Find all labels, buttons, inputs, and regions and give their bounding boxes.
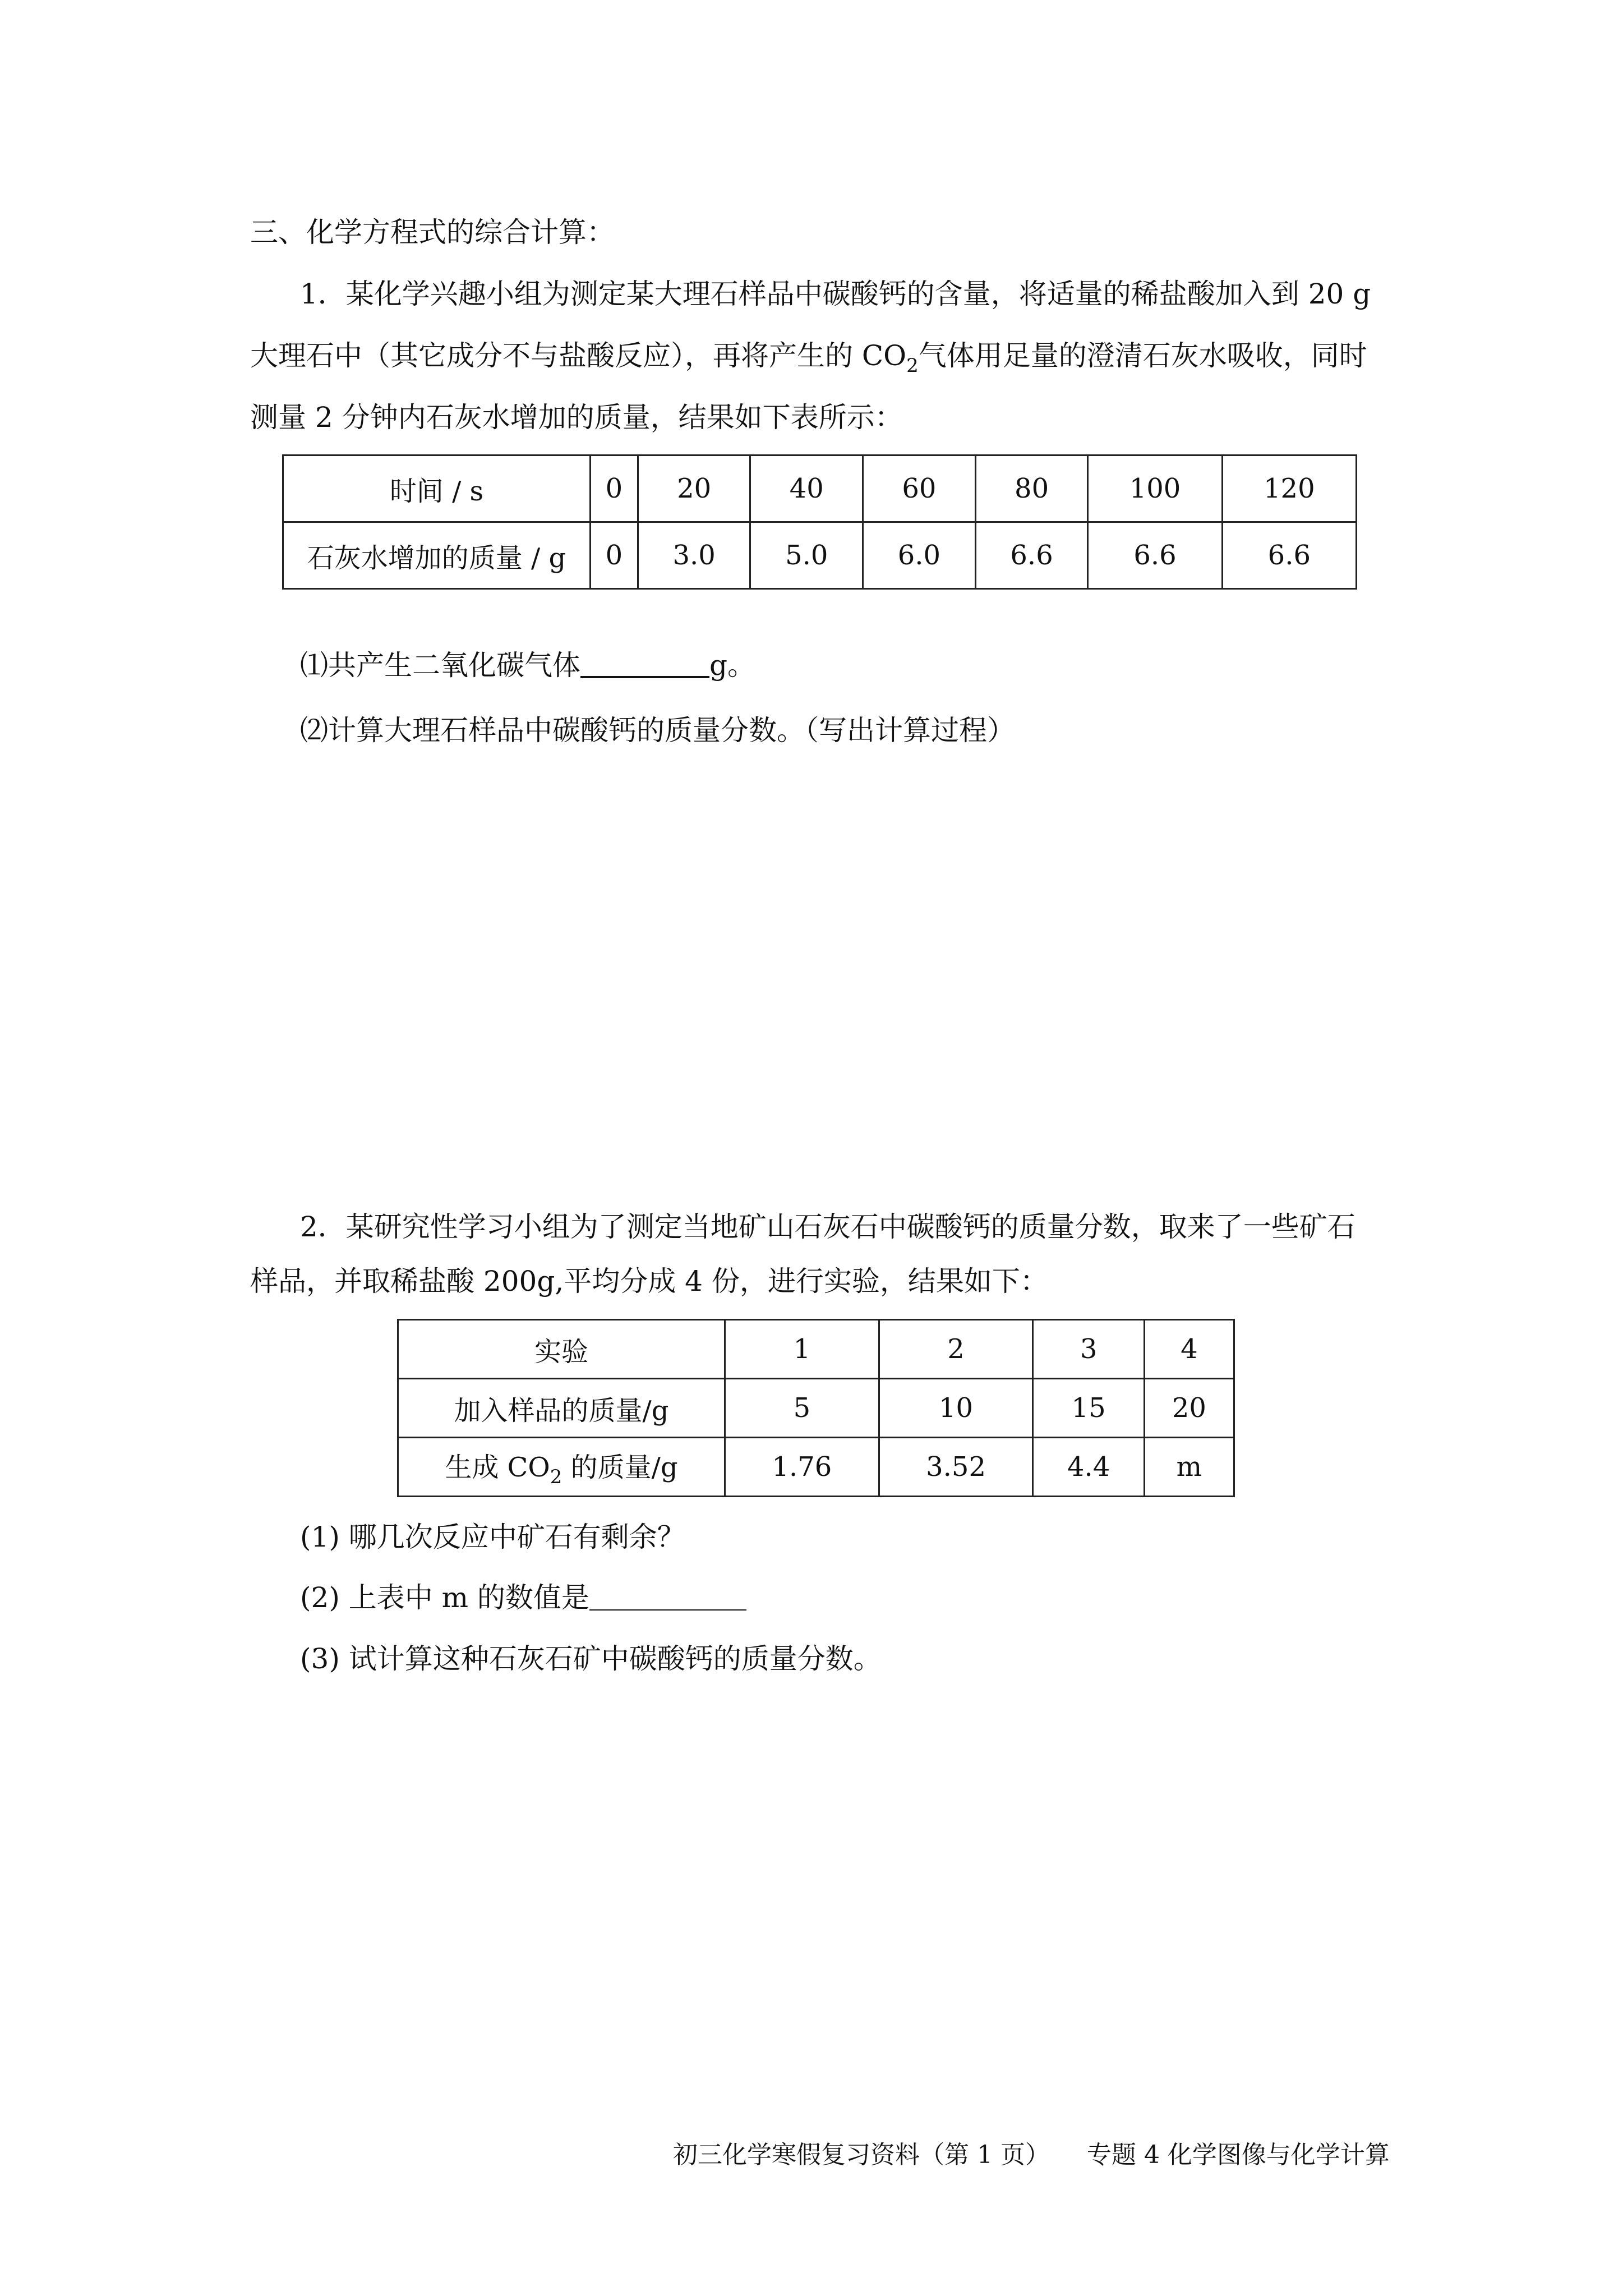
q1-part-1: [300, 642, 1433, 688]
table-cell: 时间 / s: [283, 455, 591, 522]
table-cell: 加入样品的质量/g: [398, 1379, 725, 1438]
table-cell: 3: [1033, 1320, 1144, 1379]
table-cell: 5.0: [750, 522, 863, 589]
q1-text-line-2: [250, 333, 1383, 388]
table-cell: 3.0: [638, 522, 750, 589]
page-footer: 初三化学寒假复习资料（第 1 页） 专题 4 化学图像与化学计算: [673, 2141, 1390, 2169]
table-cell: 5: [725, 1379, 879, 1438]
co2-subscript: 2: [906, 355, 919, 377]
co2-subscript: 2: [550, 1466, 562, 1488]
table-row: [398, 1379, 1234, 1438]
q1-line2-post: 气体用足量的澄清石灰水吸收，同时: [918, 339, 1367, 372]
table-cell: m: [1144, 1438, 1234, 1497]
table-cell: 1: [725, 1320, 879, 1379]
table-cell: 100: [1088, 455, 1222, 522]
table-cell: 40: [750, 455, 863, 522]
table-cell: 10: [879, 1379, 1033, 1438]
table-cell: 0: [591, 522, 638, 589]
q2-text-line-2: 样品，并取稀盐酸 200g,平均分成 4 份，进行实验，结果如下：: [250, 1265, 1048, 1297]
co2-row-label-post: 的质量/g: [562, 1452, 678, 1483]
table-cell: 实验: [398, 1320, 725, 1379]
section-title: 三、化学方程式的综合计算：: [250, 216, 615, 249]
table-row: [398, 1438, 1234, 1497]
q2-part-2: [300, 1575, 1433, 1620]
q1-data-table: [282, 454, 1357, 590]
table-row: [398, 1320, 1234, 1379]
table-cell: 60: [863, 455, 976, 522]
table-cell: [398, 1438, 725, 1497]
table-cell: 80: [975, 455, 1088, 522]
answer-blank[interactable]: [589, 1576, 746, 1611]
table-cell: 4.4: [1033, 1438, 1144, 1497]
q2-data-table: [397, 1319, 1235, 1497]
q2-part-3: (3) 试计算这种石灰石矿中碳酸钙的质量分数。: [300, 1642, 882, 1675]
table-cell: 1.76: [725, 1438, 879, 1497]
q2-text-line-1: 2．某研究性学习小组为了测定当地矿山石灰石中碳酸钙的质量分数，取来了一些矿石: [300, 1211, 1355, 1243]
q1-line2-pre: 大理石中（其它成分不与盐酸反应），再将产生的 CO: [250, 339, 907, 372]
q1-part-2: ⑵计算大理石样品中碳酸钙的质量分数。（写出计算过程）: [300, 714, 1015, 747]
q1-text-line-3: 测量 2 分钟内石灰水增加的质量，结果如下表所示：: [250, 401, 903, 434]
table-cell: 120: [1222, 455, 1356, 522]
table-cell: 2: [879, 1320, 1033, 1379]
q1-part1-pre: ⑴共产生二氧化碳气体: [300, 649, 580, 682]
table-row: [283, 522, 1357, 589]
table-cell: 6.6: [975, 522, 1088, 589]
table-cell: 6.0: [863, 522, 976, 589]
table-cell: 0: [591, 455, 638, 522]
table-cell: 15: [1033, 1379, 1144, 1438]
table-cell: 20: [638, 455, 750, 522]
q2-part2-text: (2) 上表中 m 的数值是: [300, 1581, 589, 1614]
q1-text-line-1: 1．某化学兴趣小组为测定某大理石样品中碳酸钙的含量，将适量的稀盐酸加入到 20 g: [300, 278, 1371, 310]
table-cell: 20: [1144, 1379, 1234, 1438]
answer-blank[interactable]: [580, 642, 709, 678]
table-cell: 石灰水增加的质量 / g: [283, 522, 591, 589]
table-row: [283, 455, 1357, 522]
q1-part1-post: g。: [709, 649, 756, 682]
table-cell: 4: [1144, 1320, 1234, 1379]
q2-part-1: (1) 哪几次反应中矿石有剩余？: [300, 1521, 685, 1553]
table-cell: 6.6: [1222, 522, 1356, 589]
table-cell: 3.52: [879, 1438, 1033, 1497]
co2-row-label-pre: 生成 CO: [445, 1452, 550, 1483]
table-cell: 6.6: [1088, 522, 1222, 589]
